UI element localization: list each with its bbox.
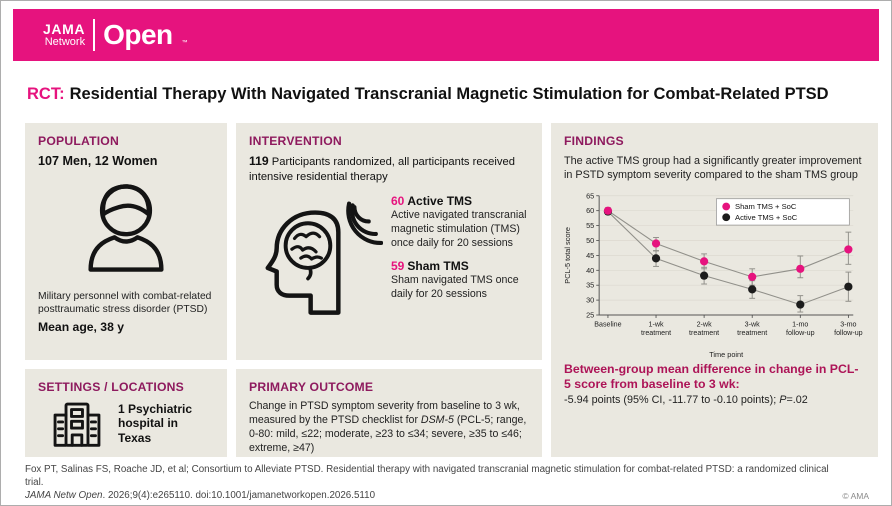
svg-text:Active TMS + SoC: Active TMS + SoC <box>735 212 798 222</box>
findings-heading: FINDINGS <box>564 134 624 148</box>
logo-jama-text: JAMA <box>43 20 86 37</box>
findings-conclusion-value <box>564 394 865 406</box>
primary-outcome-text <box>249 400 529 456</box>
findings-box <box>551 123 878 457</box>
group-sham-tms <box>391 259 529 301</box>
svg-text:1-wktreatment: 1-wk treatment <box>640 320 672 338</box>
footer <box>25 464 869 503</box>
group-sham-n: 59 <box>391 259 405 274</box>
brain-tms-icon <box>249 198 383 325</box>
conclusion-estimate: -5.94 points (95% CI, -11.77 to -0.10 points); <box>564 394 780 407</box>
jama-network-wordmark <box>43 22 85 48</box>
intervention-row <box>249 194 529 325</box>
intervention-heading: INTERVENTION <box>249 134 342 148</box>
group-sham-description: Sham navigated TMS once daily for 20 sessions <box>391 274 519 300</box>
svg-text:3-mofollow-up: 3-mo follow-up <box>834 320 863 338</box>
group-active-tms <box>391 194 529 250</box>
group-active-label: Active TMS <box>407 194 473 209</box>
group-sham-header <box>391 259 529 273</box>
settings-row <box>38 400 214 453</box>
intervention-groups <box>391 194 529 325</box>
citation-line1: Fox PT, Salinas FS, Roache JD, et al; Consortium to Alleviate PTSD. Residential therapy with navigated transcranial magnetic stimulation for combat-related PTSD: a randomized clinical trial. <box>25 464 829 488</box>
title-text: Residential Therapy With Navigated Transcranial Magnetic Stimulation for Combat-Related PTSD <box>69 85 829 103</box>
logo-trademark: ™ <box>181 40 188 46</box>
content-grid <box>25 123 878 457</box>
findings-summary: The active TMS group had a significantly greater improvement in PSTD symptom severity compared to the sham TMS group <box>564 155 862 182</box>
copyright-ama: © AMA <box>842 490 869 501</box>
intervention-n: 119 <box>249 154 269 168</box>
svg-text:Time point: Time point <box>709 350 744 360</box>
jama-network-open-logo <box>43 19 188 51</box>
population-box <box>25 123 227 360</box>
logo-network-text: Network <box>44 35 86 48</box>
settings-heading: SETTINGS / LOCATIONS <box>38 380 184 394</box>
svg-text:3-wktreatment: 3-wk treatment <box>737 320 768 338</box>
column-left <box>25 123 227 457</box>
column-middle <box>236 123 542 457</box>
conclusion-p-value: =.02 <box>786 394 808 407</box>
population-description: Military personnel with combat-related posttraumatic stress disorder (PTSD) <box>38 291 212 316</box>
svg-text:65: 65 <box>586 191 595 201</box>
chart-container <box>562 186 865 360</box>
group-sham-label: Sham TMS <box>407 259 469 274</box>
jama-masthead <box>13 9 879 61</box>
group-active-description: Active navigated transcranial magnetic stimulation (TMS) once daily for 20 sessions <box>391 209 527 249</box>
page-title <box>27 85 829 104</box>
svg-text:Sham TMS + SoC: Sham TMS + SoC <box>735 202 797 212</box>
svg-text:35: 35 <box>586 280 595 290</box>
intervention-lead <box>249 154 529 184</box>
svg-text:2-wktreatment: 2-wk treatment <box>689 320 720 338</box>
primary-outcome-text-a: Change in PTSD symptom severity from baseline to 3 wk, measured by the PTSD checklist for <box>249 400 520 426</box>
settings-text: 1 Psychiatric hospital in Texas <box>118 402 193 445</box>
pcl5-line-chart <box>562 186 865 360</box>
hospital-icon <box>46 400 108 453</box>
svg-text:1-mofollow-up: 1-mo follow-up <box>786 320 815 338</box>
title-study-type: RCT: <box>27 85 65 103</box>
svg-text:Baseline: Baseline <box>594 320 622 329</box>
svg-text:30: 30 <box>586 295 595 305</box>
svg-text:PCL-5 total score: PCL-5 total score <box>562 227 572 284</box>
svg-text:50: 50 <box>586 236 595 246</box>
settings-box <box>25 369 227 457</box>
population-mean-age: Mean age, 38 y <box>38 319 125 334</box>
primary-outcome-box <box>236 369 542 457</box>
primary-outcome-dsm5: DSM-5 <box>420 413 454 426</box>
conclusion-p-symbol: P <box>779 394 787 407</box>
findings-conclusion-heading: Between-group mean difference in change in PCL-5 score from baseline to 3 wk: <box>564 362 859 392</box>
person-icon <box>38 176 214 280</box>
svg-text:45: 45 <box>586 250 595 260</box>
column-right <box>551 123 878 457</box>
logo-divider <box>93 19 95 51</box>
group-active-header <box>391 194 529 208</box>
citation <box>25 464 830 503</box>
logo-open-text: Open <box>103 19 173 50</box>
svg-text:25: 25 <box>586 310 595 320</box>
citation-line2-rest: . 2026;9(4):e265110. doi:10.1001/jamanetworkopen.2026.5110 <box>102 489 376 501</box>
primary-outcome-text-b: (PCL-5; range, 0-80: mild, ≤22; moderate, ≥23 to ≤34; severe, ≥35 to ≤46; extreme, ≥47) <box>249 413 527 454</box>
primary-outcome-heading: PRIMARY OUTCOME <box>249 380 374 394</box>
group-active-n: 60 <box>391 194 405 209</box>
citation-line2 <box>25 490 830 503</box>
citation-journal: JAMA Netw Open <box>25 489 103 501</box>
svg-text:55: 55 <box>586 221 595 231</box>
population-count: 107 Men, 12 Women <box>38 154 158 168</box>
intervention-box <box>236 123 542 360</box>
svg-text:60: 60 <box>586 206 595 216</box>
svg-text:40: 40 <box>586 265 595 275</box>
population-heading: POPULATION <box>38 134 119 148</box>
intervention-lead-text: Participants randomized, all participants received intensive residential therapy <box>249 156 515 183</box>
